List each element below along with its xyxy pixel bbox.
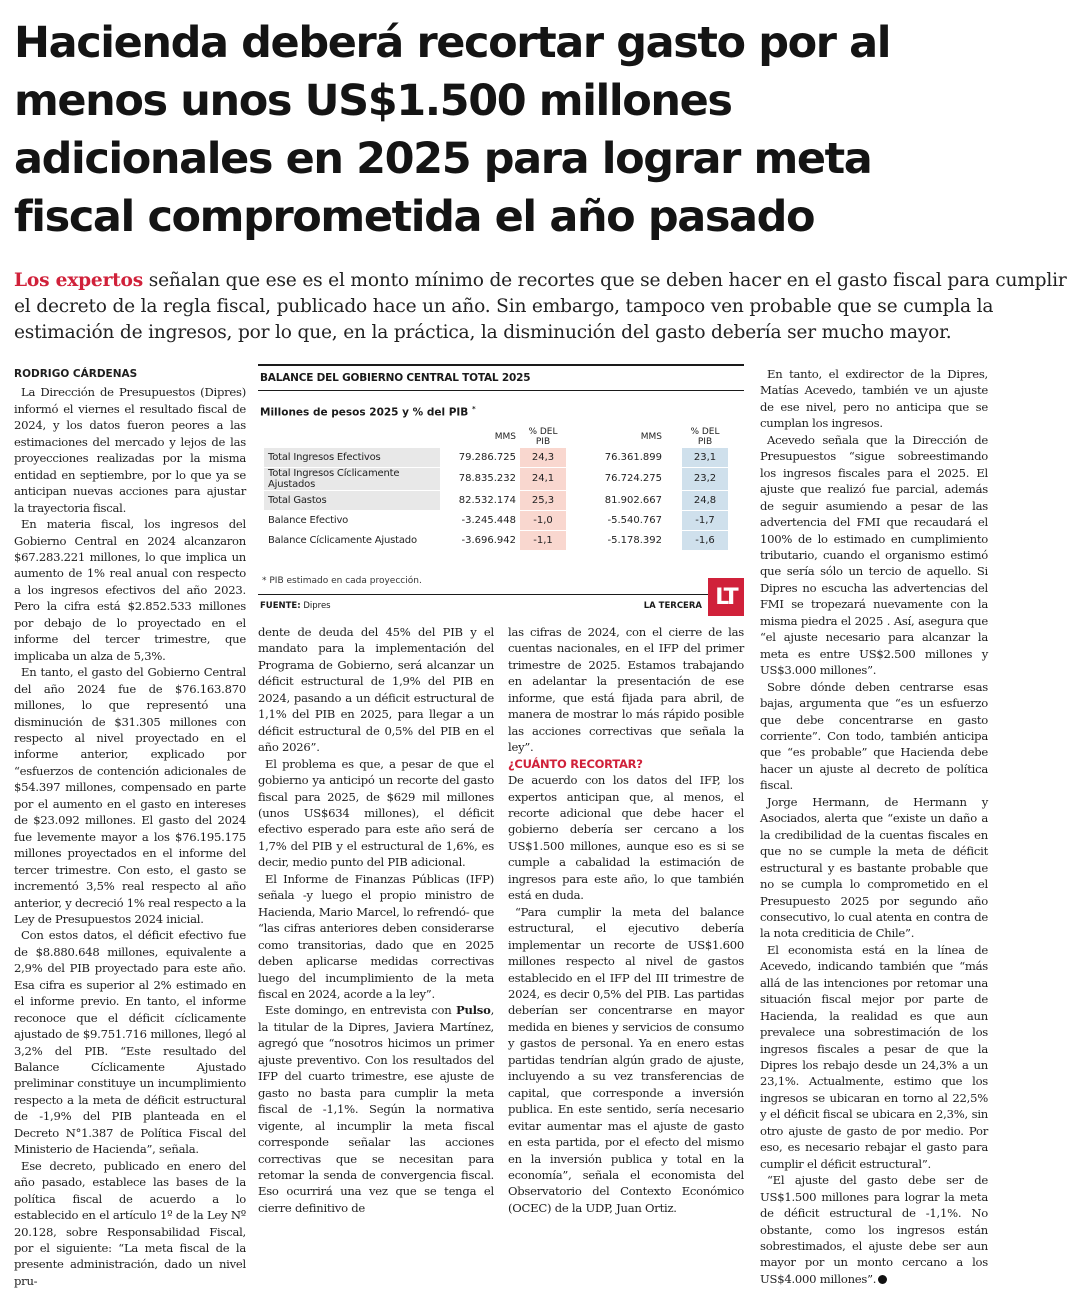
cell-pib: -1,7	[682, 510, 728, 530]
article-column-2	[258, 624, 494, 1215]
article-column-1	[14, 366, 247, 1288]
headline	[14, 14, 989, 246]
paragraph: La Dirección de Presupuestos (Dipres) informó el viernes el resultado fiscal de 2024, y los datos fueron peores a las estimaciones del mercado y lejos de las proyecciones realizadas por la misma entidad en septiembre, por lo que ya se anticipan nuevas acciones para ajustar la trayectoria fiscal.	[14, 385, 246, 515]
infographic-note: * PIB estimado en cada proyección.	[262, 576, 422, 586]
cell-pib: 25,3	[520, 490, 566, 510]
headline-line: fiscal comprometida el año pasado	[14, 192, 815, 242]
cell-pib: -1,1	[520, 530, 566, 550]
paragraph: las cifras de 2024, con el cierre de las cuentas nacionales, en el IFP del primer trimestre de 2025. Estamos trabajando en adelantar la presentación de ese informe, que está fijada para abril, de manera de mostrar lo más rápido posible las acciones correctivas que señala la ley”.	[508, 625, 744, 755]
publication-name: Pulso	[456, 1003, 491, 1018]
cell-pib: -1,6	[682, 530, 728, 550]
lede	[14, 268, 1067, 346]
byline: RODRIGO CÁRDENAS	[14, 368, 138, 380]
article-column-4	[760, 366, 988, 1286]
paragraph: De acuerdo con los datos del IFP, los expertos anticipan que, al menos, el recorte adicional que debe hacer el gobierno debería ser cercano a los US$1.500 millones, aunque eso es si se cumple a cabalidad la estimación de ingresos para este año, lo que también está en duda.	[508, 773, 744, 903]
section-subhead: ¿CUÁNTO RECORTAR?	[508, 756, 643, 771]
headline-line: adicionales en 2025 para lograr meta	[14, 134, 872, 184]
subtitle-mark: *	[471, 405, 476, 413]
cell-mms: -3.696.942	[440, 530, 520, 550]
cell-mms: 78.835.232	[440, 467, 520, 490]
row-label: Total Ingresos Cíclicamente Ajustados	[264, 467, 440, 490]
lede-text: señalan que ese es el monto mínimo de recortes que se deben hacer en el gasto fiscal para cumplir	[143, 270, 1067, 291]
cell-mms: 76.724.275	[566, 467, 666, 490]
balance-infographic	[258, 364, 744, 616]
paragraph: El economista está en la línea de Acevedo, indicando también que “más allá de las intenciones por retomar una situación fiscal mejor por parte de Hacienda, la realidad es que aun prevalece una sobrestimación de los ingresos fiscales a pesar de que la Dipres los rebajo desde un 24,3% a un 23,1%. Actualmente, estimo que los ingresos se ubicaran en torno al 22,5% y el déficit fiscal se ubicara en 2,3%, sin otro ajuste de gasto de por medio. Por eso, es necesario rebajar el gasto para cumplir el déficit estructural”.	[760, 942, 988, 1171]
column-header: % DEL PIB	[528, 426, 558, 447]
column-header: % DEL PIB	[690, 426, 720, 447]
cell-mms: 82.532.174	[440, 490, 520, 510]
paragraph: El problema es que, a pesar de que el gobierno ya anticipó un recorte del gasto fiscal para 2025, de $629 mil millones (unos US$634 millones), el déficit efectivo esperado para este año será de 1,7% del PIB y el estructural de 1,6%, es decir, medio punto del PIB adicional.	[258, 756, 494, 870]
row-label: Balance Cíclicamente Ajustado	[264, 530, 440, 550]
paragraph: En tanto, el gasto del Gobierno Central del año 2024 fue de $76.163.870 millones, lo que representó una disminución de $31.305 millones con respecto al nivel proyectado en el informe anterior, explicado por “esfuerzos de contención adicionales de $54.397 millones, compensado en parte por el aumento en el gasto en intereses de $23.092 millones. El gasto del 2024 fue levemente mayor a los $76.195.175 millones proyectados en el informe del tercer trimestre. Con esto, el gasto se incrementó 3,5% real respecto al año anterior, y decreció 1% real respecto a la Ley de Presupuestos 2024 inicial.	[14, 665, 247, 926]
table-header-row	[264, 427, 728, 448]
column-header: MMS	[494, 431, 516, 442]
cell-pib: 23,2	[682, 467, 728, 490]
cell-mms: 81.902.667	[566, 490, 666, 510]
cell-mms: 76.361.899	[566, 447, 666, 467]
row-label: Balance Efectivo	[264, 510, 440, 530]
paragraph: El Informe de Finanzas Públicas (IFP) señala -y luego el propio ministro de Hacienda, Mario Marcel, lo refrendó- que “las cifras anteriores deben considerarse como transitorias, dado que en 2025 deben aplicarse medidas correctivas luego del incumplimiento de la meta fiscal en 2024, acorde a la ley”.	[258, 871, 494, 1001]
cell-pib: 24,3	[520, 447, 566, 467]
cell-mms: 79.286.725	[440, 447, 520, 467]
text-run: “El ajuste del gasto debe ser de US$1.500 millones para lograr la meta de déficit estructural de -1,1%. No obstante, como los ingresos están sobrestimados, el ajuste debe ser aun mayor por un monto cercano a los US$4.000 millones”.	[760, 1173, 988, 1286]
cell-mms: -5.540.767	[566, 510, 666, 530]
source-label: FUENTE:	[260, 600, 301, 611]
text-run: , la titular de la Dipres, Javiera Martínez, agregó que “nosotros hicimos un primer ajuste preventivo. Con los resultados del IFP del cuarto trimestre, ese ajuste de gasto no basta para cumplir la meta fiscal de -1,1%. Según la normativa vigente, al incumplir la meta fiscal corresponde señalar las acciones correctivas que se necesitan para retomar la senda de convergencia fiscal. Eso ocurrirá una vez que se tenga el cierre definitivo de	[258, 1003, 494, 1215]
column-header: MMS	[640, 431, 662, 442]
paragraph: dente de deuda del 45% del PIB y el mandato para la implementación del Programa de Gobierno, será alcanzar un déficit estructural de 1,9% del PIB en 2024, pasando a un déficit estructural de 1,1% del PIB en 2025, para llegar a un déficit estructural de 0,5% del PIB en el año 2026”.	[258, 625, 494, 755]
row-label: Total Ingresos Efectivos	[264, 447, 440, 467]
paragraph: “Para cumplir la meta del balance estructural, el ejecutivo debería implementar un recorte de US$1.600 millones respecto al nivel de gastos establecido en el IFP del III trimestre de 2024, es decir 0,5% del PIB. Las partidas deberían ser concentrarse en mayor medida en bienes y servicios de consumo y gastos de personal. Ya en enero estas partidas tendrían algún grado de ajuste, incluyendo a su vez transferencias de capital, que corresponde a inversión publica. En este sentido, sería necesario evitar aumentar mas el ajuste de gasto en esta partida, por el efecto del mismo en la inversión publica y total en la economía”, señala el economista del Observatorio del Contexto Económico (OCEC) de la UDP, Juan Ortiz.	[508, 904, 744, 1215]
cell-pib: -1,0	[520, 510, 566, 530]
row-label: Total Gastos	[264, 490, 440, 510]
paragraph: Con estos datos, el déficit efectivo fue de $8.880.648 millones, equivalente a 2,9% del PIB proyectado para este año. Esa cifra es superior al 2% estimado en el informe previo. En tanto, el informe reconoce que el déficit cíclicamente ajustado de $9.751.716 millones, llegó al 3,2% del PIB. “Este resultado del Balance Cíclicamente Ajustado preliminar constituye un incumplimiento respecto a la meta de déficit estructural de -1,9% del PIB planteada en el Decreto N°1.387 de Política Fiscal del Ministerio de Hacienda”, señala.	[14, 928, 246, 1157]
end-of-article-icon	[878, 1275, 887, 1284]
paragraph	[760, 1172, 988, 1287]
lede-line: el decreto de la regla fiscal, publicado hace un año. Sin embargo, tampoco ven probable que se cumpla la	[14, 296, 994, 317]
headline-line: menos unos US$1.500 millones	[14, 76, 732, 126]
cell-pib: 23,1	[682, 447, 728, 467]
source-name: Dipres	[303, 600, 331, 611]
table-row	[264, 510, 728, 530]
paragraph: Ese decreto, publicado en enero del año pasado, establece las bases de la política fiscal de acuerdo a lo establecido en el artículo 1º de la Ley Nº 20.128, sobre Responsabilidad Fiscal, por el siguiente: “La meta fiscal de la presente administración, dado un nivel pru-	[14, 1158, 246, 1288]
lede-line	[14, 268, 1067, 294]
cell-mms: -3.245.448	[440, 510, 520, 530]
subtitle-text: Millones de pesos 2025 y % del PIB	[260, 406, 469, 419]
headline-line: Hacienda deberá recortar gasto por al	[14, 18, 891, 68]
infographic-subtitle	[258, 405, 744, 419]
source-credit	[260, 601, 331, 611]
cell-pib: 24,1	[520, 467, 566, 490]
cell-pib: 24,8	[682, 490, 728, 510]
article-column-3	[508, 624, 744, 1215]
paragraph: En materia fiscal, los ingresos del Gobierno Central en 2024 alcanzaron $67.283.221 millones, lo que implica un aumento de 1% real anual con respecto a los ingresos efectivos del año 2023. Pero la cifra está $2.852.533 millones por debajo de lo proyectado en el informe del tercer trimestre, que implicaba un alza de 5,3%.	[14, 517, 246, 663]
infographic-title: BALANCE DEL GOBIERNO CENTRAL TOTAL 2025	[258, 364, 744, 391]
la-tercera-logo: LT	[708, 578, 744, 616]
brand-name: LA TERCERA	[643, 601, 702, 611]
balance-table	[264, 427, 728, 551]
cell-mms: -5.178.392	[566, 530, 666, 550]
lede-line: estimación de ingresos, por lo que, en la práctica, la disminución del gasto debería ser mucho mayor.	[14, 322, 952, 343]
paragraph: Jorge Hermann, de Hermann y Asociados, alerta que “existe un daño a la credibilidad de la cuentas fiscales en que no se cumple la meta de déficit estructural y es bastante probable que no se cumpla lo comprometido en el Presupuesto 2025 por segundo año consecutivo, lo cual atenta en contra de la nota crediticia de Chile”.	[760, 794, 988, 941]
paragraph: En tanto, el exdirector de la Dipres, Matías Acevedo, también ve un ajuste de ese nivel, pero no anticipa que se cumplan los ingresos.	[760, 367, 988, 431]
table-row	[264, 490, 728, 510]
table-row	[264, 447, 728, 467]
table-row	[264, 467, 728, 490]
paragraph: Acevedo señala que la Dirección de Presupuestos “sigue sobreestimando los ingresos fiscales para el 2025. El ajuste que realizó fue parcial, además de seguir asumiendo a pesar de las advertencia del FMI que recaudará el 100% de lo estimado en cumplimiento tributario, cuando el organismo estimó que sería sólo un tercio de aquello. Si Dipres no escucha las advertencias del FMI se tropezará nuevamente con la misma piedra el 2025 . Así, asegura que “el ajuste necesario para alcanzar la meta es entre US$2.500 millones y US$3.000 millones”.	[760, 432, 988, 678]
lede-kicker: Los expertos	[14, 270, 144, 291]
paragraph: Sobre dónde deben centrarse esas bajas, argumenta que “es un esfuerzo que debe concentrarse en gasto corriente”. Con todo, también anticipa que “es probable” que Hacienda debe hacer un ajuste al decreto de política fiscal.	[760, 679, 988, 793]
table-row	[264, 530, 728, 550]
text-run: Este domingo, en entrevista con	[265, 1003, 456, 1018]
paragraph	[258, 1002, 494, 1216]
